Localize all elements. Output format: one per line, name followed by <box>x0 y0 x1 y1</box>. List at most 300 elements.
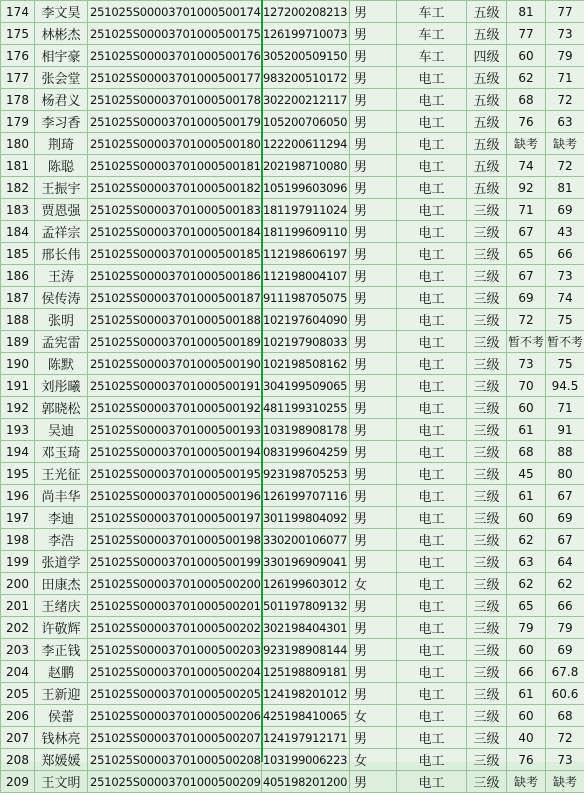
id-code-cell[interactable]: 305200509150 <box>262 45 350 67</box>
certificate-id-cell[interactable]: 251025S00003701000500179 <box>88 111 262 133</box>
candidate-name-cell[interactable]: 荆琦 <box>35 133 88 155</box>
id-code-cell[interactable]: 202198710080 <box>262 155 350 177</box>
candidate-name-cell[interactable]: 陈默 <box>35 353 88 375</box>
skill-level-cell[interactable]: 三级 <box>467 199 507 221</box>
skill-level-cell[interactable]: 三级 <box>467 397 507 419</box>
theory-score-cell[interactable]: 缺考 <box>507 771 546 793</box>
gender-cell[interactable]: 男 <box>350 67 397 89</box>
skill-level-cell[interactable]: 三级 <box>467 551 507 573</box>
table-row[interactable] <box>1 727 584 749</box>
certificate-id-cell[interactable]: 251025S00003701000500200 <box>88 573 262 595</box>
table-row[interactable] <box>1 133 584 155</box>
skill-level-cell[interactable]: 三级 <box>467 595 507 617</box>
skill-level-cell[interactable]: 三级 <box>467 331 507 353</box>
skill-level-cell[interactable]: 三级 <box>467 265 507 287</box>
theory-score-cell[interactable]: 60 <box>507 507 546 529</box>
skill-level-cell[interactable]: 三级 <box>467 353 507 375</box>
gender-cell[interactable]: 男 <box>350 595 397 617</box>
gender-cell[interactable]: 男 <box>350 375 397 397</box>
id-code-cell[interactable]: 102197908033 <box>262 331 350 353</box>
practical-score-cell[interactable]: 73 <box>546 749 584 771</box>
trade-cell[interactable]: 电工 <box>397 397 467 419</box>
practical-score-cell[interactable]: 68 <box>546 705 584 727</box>
trade-cell[interactable]: 电工 <box>397 463 467 485</box>
table-row[interactable] <box>1 749 584 771</box>
row-number-cell[interactable]: 205 <box>1 683 35 705</box>
row-number-cell[interactable]: 180 <box>1 133 35 155</box>
row-number-cell[interactable]: 204 <box>1 661 35 683</box>
candidate-name-cell[interactable]: 王涛 <box>35 265 88 287</box>
certificate-id-cell[interactable]: 251025S00003701000500190 <box>88 353 262 375</box>
table-row[interactable] <box>1 397 584 419</box>
row-number-cell[interactable]: 196 <box>1 485 35 507</box>
table-row[interactable] <box>1 155 584 177</box>
skill-level-cell[interactable]: 三级 <box>467 529 507 551</box>
candidate-name-cell[interactable]: 钱林亮 <box>35 727 88 749</box>
row-number-cell[interactable]: 181 <box>1 155 35 177</box>
theory-score-cell[interactable]: 67 <box>507 221 546 243</box>
skill-level-cell[interactable]: 三级 <box>467 749 507 771</box>
table-row[interactable] <box>1 353 584 375</box>
practical-score-cell[interactable]: 77 <box>546 1 584 23</box>
gender-cell[interactable]: 男 <box>350 133 397 155</box>
row-number-cell[interactable]: 194 <box>1 441 35 463</box>
practical-score-cell[interactable]: 63 <box>546 111 584 133</box>
trade-cell[interactable]: 电工 <box>397 705 467 727</box>
practical-score-cell[interactable]: 69 <box>546 199 584 221</box>
table-row[interactable] <box>1 639 584 661</box>
trade-cell[interactable]: 电工 <box>397 551 467 573</box>
theory-score-cell[interactable]: 69 <box>507 287 546 309</box>
trade-cell[interactable]: 电工 <box>397 221 467 243</box>
candidate-name-cell[interactable]: 许敬辉 <box>35 617 88 639</box>
candidate-name-cell[interactable]: 孟宪雷 <box>35 331 88 353</box>
row-number-cell[interactable]: 207 <box>1 727 35 749</box>
row-number-cell[interactable]: 187 <box>1 287 35 309</box>
practical-score-cell[interactable]: 88 <box>546 441 584 463</box>
trade-cell[interactable]: 电工 <box>397 771 467 793</box>
table-row[interactable] <box>1 177 584 199</box>
gender-cell[interactable]: 女 <box>350 705 397 727</box>
candidate-name-cell[interactable]: 张道学 <box>35 551 88 573</box>
trade-cell[interactable]: 电工 <box>397 595 467 617</box>
gender-cell[interactable]: 男 <box>350 485 397 507</box>
candidate-name-cell[interactable]: 李文昊 <box>35 1 88 23</box>
practical-score-cell[interactable]: 75 <box>546 309 584 331</box>
certificate-id-cell[interactable]: 251025S00003701000500187 <box>88 287 262 309</box>
candidate-name-cell[interactable]: 田康杰 <box>35 573 88 595</box>
id-code-cell[interactable]: 405198201200 <box>262 771 350 793</box>
row-number-cell[interactable]: 185 <box>1 243 35 265</box>
gender-cell[interactable]: 男 <box>350 243 397 265</box>
theory-score-cell[interactable]: 45 <box>507 463 546 485</box>
row-number-cell[interactable]: 177 <box>1 67 35 89</box>
certificate-id-cell[interactable]: 251025S00003701000500199 <box>88 551 262 573</box>
table-row[interactable] <box>1 595 584 617</box>
candidate-name-cell[interactable]: 王振宇 <box>35 177 88 199</box>
practical-score-cell[interactable]: 71 <box>546 67 584 89</box>
id-code-cell[interactable]: 124198201012 <box>262 683 350 705</box>
gender-cell[interactable]: 男 <box>350 331 397 353</box>
gender-cell[interactable]: 男 <box>350 727 397 749</box>
trade-cell[interactable]: 电工 <box>397 353 467 375</box>
theory-score-cell[interactable]: 62 <box>507 573 546 595</box>
certificate-id-cell[interactable]: 251025S00003701000500207 <box>88 727 262 749</box>
gender-cell[interactable]: 男 <box>350 397 397 419</box>
row-number-cell[interactable]: 193 <box>1 419 35 441</box>
trade-cell[interactable]: 电工 <box>397 133 467 155</box>
practical-score-cell[interactable]: 79 <box>546 617 584 639</box>
candidate-name-cell[interactable]: 李正钱 <box>35 639 88 661</box>
table-row[interactable] <box>1 67 584 89</box>
skill-level-cell[interactable]: 五级 <box>467 67 507 89</box>
table-row[interactable] <box>1 617 584 639</box>
certificate-id-cell[interactable]: 251025S00003701000500206 <box>88 705 262 727</box>
certificate-id-cell[interactable]: 251025S00003701000500196 <box>88 485 262 507</box>
id-code-cell[interactable]: 302200212117 <box>262 89 350 111</box>
gender-cell[interactable]: 女 <box>350 749 397 771</box>
row-number-cell[interactable]: 189 <box>1 331 35 353</box>
id-code-cell[interactable]: 126199710073 <box>262 23 350 45</box>
theory-score-cell[interactable]: 60 <box>507 705 546 727</box>
row-number-cell[interactable]: 206 <box>1 705 35 727</box>
trade-cell[interactable]: 电工 <box>397 749 467 771</box>
skill-level-cell[interactable]: 三级 <box>467 463 507 485</box>
row-number-cell[interactable]: 192 <box>1 397 35 419</box>
certificate-id-cell[interactable]: 251025S00003701000500205 <box>88 683 262 705</box>
certificate-id-cell[interactable]: 251025S00003701000500204 <box>88 661 262 683</box>
candidate-name-cell[interactable]: 郑媛媛 <box>35 749 88 771</box>
table-row[interactable] <box>1 375 584 397</box>
trade-cell[interactable]: 车工 <box>397 45 467 67</box>
practical-score-cell[interactable]: 69 <box>546 639 584 661</box>
trade-cell[interactable]: 电工 <box>397 375 467 397</box>
trade-cell[interactable]: 电工 <box>397 265 467 287</box>
theory-score-cell[interactable]: 65 <box>507 243 546 265</box>
candidate-name-cell[interactable]: 尚丰华 <box>35 485 88 507</box>
trade-cell[interactable]: 电工 <box>397 331 467 353</box>
theory-score-cell[interactable]: 76 <box>507 749 546 771</box>
id-code-cell[interactable]: 083199604259 <box>262 441 350 463</box>
trade-cell[interactable]: 电工 <box>397 309 467 331</box>
gender-cell[interactable]: 男 <box>350 309 397 331</box>
id-code-cell[interactable]: 911198705075 <box>262 287 350 309</box>
certificate-id-cell[interactable]: 251025S00003701000500191 <box>88 375 262 397</box>
certificate-id-cell[interactable]: 251025S00003701000500177 <box>88 67 262 89</box>
practical-score-cell[interactable]: 67 <box>546 485 584 507</box>
table-row[interactable] <box>1 309 584 331</box>
gender-cell[interactable]: 男 <box>350 111 397 133</box>
practical-score-cell[interactable]: 60.6 <box>546 683 584 705</box>
skill-level-cell[interactable]: 三级 <box>467 375 507 397</box>
table-row[interactable] <box>1 771 584 793</box>
skill-level-cell[interactable]: 五级 <box>467 1 507 23</box>
gender-cell[interactable]: 男 <box>350 23 397 45</box>
trade-cell[interactable]: 电工 <box>397 89 467 111</box>
id-code-cell[interactable]: 181199609110 <box>262 221 350 243</box>
id-code-cell[interactable]: 105199603096 <box>262 177 350 199</box>
id-code-cell[interactable]: 304199509065 <box>262 375 350 397</box>
certificate-id-cell[interactable]: 251025S00003701000500178 <box>88 89 262 111</box>
candidate-name-cell[interactable]: 李迪 <box>35 507 88 529</box>
trade-cell[interactable]: 电工 <box>397 639 467 661</box>
row-number-cell[interactable]: 188 <box>1 309 35 331</box>
skill-level-cell[interactable]: 三级 <box>467 221 507 243</box>
theory-score-cell[interactable]: 66 <box>507 661 546 683</box>
theory-score-cell[interactable]: 77 <box>507 23 546 45</box>
skill-level-cell[interactable]: 三级 <box>467 485 507 507</box>
certificate-id-cell[interactable]: 251025S00003701000500189 <box>88 331 262 353</box>
id-code-cell[interactable]: 330200106077 <box>262 529 350 551</box>
row-number-cell[interactable]: 176 <box>1 45 35 67</box>
gender-cell[interactable]: 男 <box>350 441 397 463</box>
candidate-name-cell[interactable]: 贾恩强 <box>35 199 88 221</box>
table-row[interactable] <box>1 463 584 485</box>
theory-score-cell[interactable]: 62 <box>507 529 546 551</box>
practical-score-cell[interactable]: 79 <box>546 45 584 67</box>
certificate-id-cell[interactable]: 251025S00003701000500209 <box>88 771 262 793</box>
trade-cell[interactable]: 电工 <box>397 441 467 463</box>
theory-score-cell[interactable]: 92 <box>507 177 546 199</box>
certificate-id-cell[interactable]: 251025S00003701000500201 <box>88 595 262 617</box>
candidate-name-cell[interactable]: 李浩 <box>35 529 88 551</box>
id-code-cell[interactable]: 302198404301 <box>262 617 350 639</box>
row-number-cell[interactable]: 199 <box>1 551 35 573</box>
candidate-name-cell[interactable]: 郭晓松 <box>35 397 88 419</box>
gender-cell[interactable]: 男 <box>350 529 397 551</box>
table-row[interactable] <box>1 221 584 243</box>
certificate-id-cell[interactable]: 251025S00003701000500195 <box>88 463 262 485</box>
certificate-id-cell[interactable]: 251025S00003701000500202 <box>88 617 262 639</box>
practical-score-cell[interactable]: 67 <box>546 529 584 551</box>
certificate-id-cell[interactable]: 251025S00003701000500197 <box>88 507 262 529</box>
trade-cell[interactable]: 电工 <box>397 243 467 265</box>
practical-score-cell[interactable]: 69 <box>546 507 584 529</box>
id-code-cell[interactable]: 124197912171 <box>262 727 350 749</box>
practical-score-cell[interactable]: 暂不考 <box>546 331 584 353</box>
gender-cell[interactable]: 男 <box>350 507 397 529</box>
id-code-cell[interactable]: 126199707116 <box>262 485 350 507</box>
row-number-cell[interactable]: 186 <box>1 265 35 287</box>
practical-score-cell[interactable]: 71 <box>546 397 584 419</box>
skill-level-cell[interactable]: 五级 <box>467 177 507 199</box>
id-code-cell[interactable]: 501197809132 <box>262 595 350 617</box>
candidate-name-cell[interactable]: 侯传涛 <box>35 287 88 309</box>
gender-cell[interactable]: 男 <box>350 45 397 67</box>
practical-score-cell[interactable]: 67.8 <box>546 661 584 683</box>
candidate-name-cell[interactable]: 王光征 <box>35 463 88 485</box>
table-row[interactable] <box>1 89 584 111</box>
skill-level-cell[interactable]: 三级 <box>467 243 507 265</box>
gender-cell[interactable]: 男 <box>350 771 397 793</box>
id-code-cell[interactable]: 125198809181 <box>262 661 350 683</box>
skill-level-cell[interactable]: 三级 <box>467 639 507 661</box>
row-number-cell[interactable]: 200 <box>1 573 35 595</box>
candidate-name-cell[interactable]: 陈聪 <box>35 155 88 177</box>
certificate-id-cell[interactable]: 251025S00003701000500203 <box>88 639 262 661</box>
trade-cell[interactable]: 车工 <box>397 1 467 23</box>
theory-score-cell[interactable]: 76 <box>507 111 546 133</box>
trade-cell[interactable]: 电工 <box>397 617 467 639</box>
table-row[interactable] <box>1 1 584 23</box>
trade-cell[interactable]: 电工 <box>397 111 467 133</box>
trade-cell[interactable]: 电工 <box>397 199 467 221</box>
trade-cell[interactable]: 电工 <box>397 507 467 529</box>
practical-score-cell[interactable]: 62 <box>546 573 584 595</box>
skill-level-cell[interactable]: 三级 <box>467 419 507 441</box>
gender-cell[interactable]: 男 <box>350 419 397 441</box>
skill-level-cell[interactable]: 五级 <box>467 23 507 45</box>
theory-score-cell[interactable]: 60 <box>507 639 546 661</box>
theory-score-cell[interactable]: 60 <box>507 45 546 67</box>
table-row[interactable] <box>1 683 584 705</box>
gender-cell[interactable]: 男 <box>350 265 397 287</box>
trade-cell[interactable]: 电工 <box>397 573 467 595</box>
gender-cell[interactable]: 男 <box>350 221 397 243</box>
row-number-cell[interactable]: 179 <box>1 111 35 133</box>
certificate-id-cell[interactable]: 251025S00003701000500193 <box>88 419 262 441</box>
theory-score-cell[interactable]: 79 <box>507 617 546 639</box>
row-number-cell[interactable]: 197 <box>1 507 35 529</box>
table-row[interactable] <box>1 507 584 529</box>
id-code-cell[interactable]: 103198908178 <box>262 419 350 441</box>
candidate-name-cell[interactable]: 赵鹏 <box>35 661 88 683</box>
theory-score-cell[interactable]: 74 <box>507 155 546 177</box>
theory-score-cell[interactable]: 72 <box>507 309 546 331</box>
trade-cell[interactable]: 电工 <box>397 287 467 309</box>
gender-cell[interactable]: 男 <box>350 551 397 573</box>
skill-level-cell[interactable]: 三级 <box>467 683 507 705</box>
practical-score-cell[interactable]: 94.5 <box>546 375 584 397</box>
id-code-cell[interactable]: 983200510172 <box>262 67 350 89</box>
candidate-name-cell[interactable]: 邢长伟 <box>35 243 88 265</box>
id-code-cell[interactable]: 923198705253 <box>262 463 350 485</box>
theory-score-cell[interactable]: 70 <box>507 375 546 397</box>
practical-score-cell[interactable]: 缺考 <box>546 133 584 155</box>
practical-score-cell[interactable]: 64 <box>546 551 584 573</box>
trade-cell[interactable]: 电工 <box>397 661 467 683</box>
id-code-cell[interactable]: 103199006223 <box>262 749 350 771</box>
table-row[interactable] <box>1 287 584 309</box>
theory-score-cell[interactable]: 67 <box>507 265 546 287</box>
id-code-cell[interactable]: 112198004107 <box>262 265 350 287</box>
candidate-name-cell[interactable]: 林彬杰 <box>35 23 88 45</box>
trade-cell[interactable]: 车工 <box>397 23 467 45</box>
id-code-cell[interactable]: 122200611294 <box>262 133 350 155</box>
gender-cell[interactable]: 男 <box>350 287 397 309</box>
practical-score-cell[interactable]: 81 <box>546 177 584 199</box>
practical-score-cell[interactable]: 66 <box>546 243 584 265</box>
id-code-cell[interactable]: 330196909041 <box>262 551 350 573</box>
table-row[interactable] <box>1 331 584 353</box>
gender-cell[interactable]: 男 <box>350 353 397 375</box>
row-number-cell[interactable]: 178 <box>1 89 35 111</box>
practical-score-cell[interactable]: 74 <box>546 287 584 309</box>
certificate-id-cell[interactable]: 251025S00003701000500175 <box>88 23 262 45</box>
skill-level-cell[interactable]: 三级 <box>467 309 507 331</box>
candidate-name-cell[interactable]: 相宇豪 <box>35 45 88 67</box>
trade-cell[interactable]: 电工 <box>397 177 467 199</box>
practical-score-cell[interactable]: 72 <box>546 89 584 111</box>
certificate-id-cell[interactable]: 251025S00003701000500183 <box>88 199 262 221</box>
skill-level-cell[interactable]: 三级 <box>467 661 507 683</box>
id-code-cell[interactable]: 181197911024 <box>262 199 350 221</box>
row-number-cell[interactable]: 184 <box>1 221 35 243</box>
row-number-cell[interactable]: 209 <box>1 771 35 793</box>
candidate-name-cell[interactable]: 李习香 <box>35 111 88 133</box>
practical-score-cell[interactable]: 72 <box>546 727 584 749</box>
table-row[interactable] <box>1 265 584 287</box>
id-code-cell[interactable]: 112198606197 <box>262 243 350 265</box>
certificate-id-cell[interactable]: 251025S00003701000500176 <box>88 45 262 67</box>
candidate-name-cell[interactable]: 王绪庆 <box>35 595 88 617</box>
gender-cell[interactable]: 女 <box>350 573 397 595</box>
gender-cell[interactable]: 男 <box>350 1 397 23</box>
theory-score-cell[interactable]: 73 <box>507 353 546 375</box>
skill-level-cell[interactable]: 三级 <box>467 507 507 529</box>
theory-score-cell[interactable]: 60 <box>507 397 546 419</box>
gender-cell[interactable]: 男 <box>350 661 397 683</box>
candidate-name-cell[interactable]: 刘彤曦 <box>35 375 88 397</box>
row-number-cell[interactable]: 190 <box>1 353 35 375</box>
practical-score-cell[interactable]: 73 <box>546 23 584 45</box>
trade-cell[interactable]: 电工 <box>397 419 467 441</box>
certificate-id-cell[interactable]: 251025S00003701000500185 <box>88 243 262 265</box>
candidate-name-cell[interactable]: 张明 <box>35 309 88 331</box>
gender-cell[interactable]: 男 <box>350 89 397 111</box>
theory-score-cell[interactable]: 缺考 <box>507 133 546 155</box>
id-code-cell[interactable]: 102197604090 <box>262 309 350 331</box>
id-code-cell[interactable]: 127200208213 <box>262 1 350 23</box>
row-number-cell[interactable]: 201 <box>1 595 35 617</box>
skill-level-cell[interactable]: 三级 <box>467 617 507 639</box>
certificate-id-cell[interactable]: 251025S00003701000500208 <box>88 749 262 771</box>
gender-cell[interactable]: 男 <box>350 639 397 661</box>
theory-score-cell[interactable]: 62 <box>507 67 546 89</box>
skill-level-cell[interactable]: 五级 <box>467 89 507 111</box>
id-code-cell[interactable]: 126199603012 <box>262 573 350 595</box>
id-code-cell[interactable]: 425198410065 <box>262 705 350 727</box>
skill-level-cell[interactable]: 五级 <box>467 155 507 177</box>
skill-level-cell[interactable]: 三级 <box>467 705 507 727</box>
table-row[interactable] <box>1 551 584 573</box>
table-row[interactable] <box>1 45 584 67</box>
skill-level-cell[interactable]: 五级 <box>467 133 507 155</box>
candidate-name-cell[interactable]: 王新迎 <box>35 683 88 705</box>
certificate-id-cell[interactable]: 251025S00003701000500182 <box>88 177 262 199</box>
table-row[interactable] <box>1 705 584 727</box>
id-code-cell[interactable]: 301199804092 <box>262 507 350 529</box>
practical-score-cell[interactable]: 80 <box>546 463 584 485</box>
skill-level-cell[interactable]: 三级 <box>467 287 507 309</box>
table-row[interactable] <box>1 661 584 683</box>
practical-score-cell[interactable]: 91 <box>546 419 584 441</box>
certificate-id-cell[interactable]: 251025S00003701000500198 <box>88 529 262 551</box>
row-number-cell[interactable]: 208 <box>1 749 35 771</box>
candidate-name-cell[interactable]: 吴迪 <box>35 419 88 441</box>
candidate-name-cell[interactable]: 张会堂 <box>35 67 88 89</box>
table-row[interactable] <box>1 419 584 441</box>
table-row[interactable] <box>1 529 584 551</box>
theory-score-cell[interactable]: 71 <box>507 199 546 221</box>
candidate-name-cell[interactable]: 孟祥宗 <box>35 221 88 243</box>
certificate-id-cell[interactable]: 251025S00003701000500184 <box>88 221 262 243</box>
id-code-cell[interactable]: 481199310255 <box>262 397 350 419</box>
skill-level-cell[interactable]: 四级 <box>467 45 507 67</box>
trade-cell[interactable]: 电工 <box>397 683 467 705</box>
candidate-name-cell[interactable]: 邓玉琦 <box>35 441 88 463</box>
id-code-cell[interactable]: 102198508162 <box>262 353 350 375</box>
